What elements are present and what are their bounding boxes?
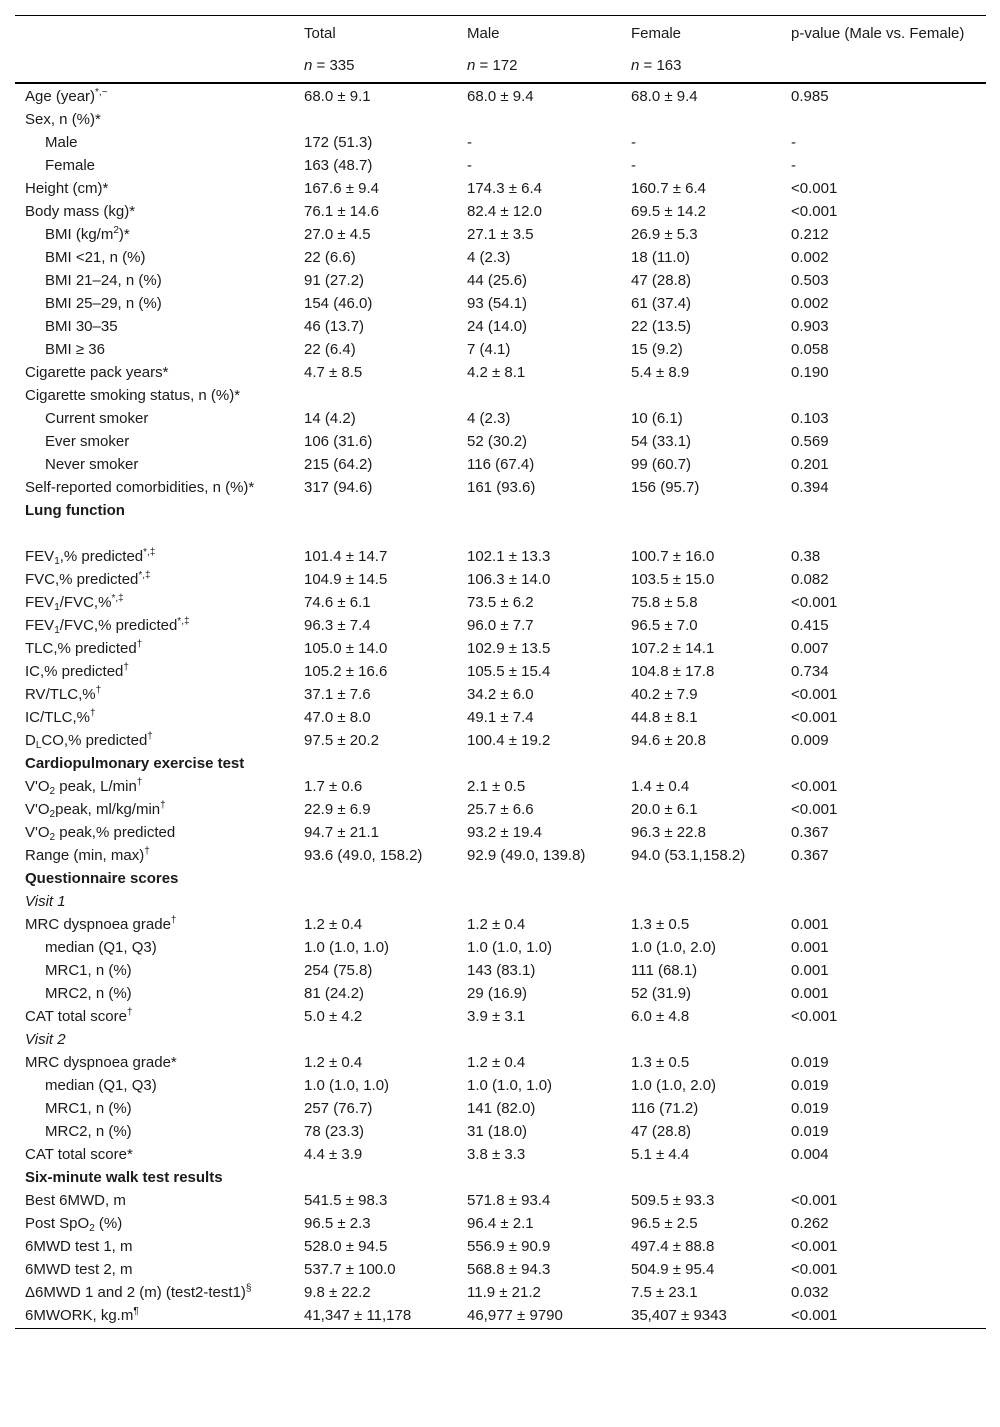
header-row	[15, 16, 986, 52]
table-row: Post SpO$_2$ (%) 96.5 ± 2.3 96.4 ± 2.1 96.5 ± 2.5 0.262	[25, 1215, 829, 1234]
table-row: MRC dyspnoea grade* 1.2 ± 0.4 1.2 ± 0.4 1.3 ± 0.5 0.019	[25, 1054, 829, 1071]
table-row: $FEV_1/FVC,\%$ predicted*,‡ 96.3 ± 7.4 96.0 ± 7.7 96.5 ± 7.0 0.415	[25, 616, 829, 636]
table-body	[15, 83, 986, 1329]
table-row: CAT total score† 5.0 ± 4.2 3.9 ± 3.1 6.0 ± 4.8 <0.001	[25, 1007, 838, 1025]
n-female: n = 163	[621, 51, 781, 83]
table-row: Body mass (kg)* 76.1 ± 14.6 82.4 ± 12.0 69.5 ± 14.2 <0.001	[25, 203, 838, 220]
table-row: Ever smoker 106 (31.6) 52 (30.2) 54 (33.1) 0.569	[45, 433, 829, 450]
subsection-header: Visit 2	[25, 1031, 66, 1048]
table-row: Range (min, max)† 93.6 (49.0, 158.2) 92.9 (49.0, 139.8) 94.0 (53.1,158.2) 0.367	[25, 846, 829, 864]
table-row: $V'O_2$ peak,% predicted 94.7 ± 21.1 93.2 ± 19.4 96.3 ± 22.8 0.367	[25, 824, 829, 843]
table-row: Never smoker 215 (64.2) 116 (67.4) 99 (60.7) 0.201	[45, 456, 829, 473]
table-row: BMI 21–24, n (%) 91 (27.2) 44 (25.6) 47 (28.8) 0.503	[45, 272, 829, 289]
table-row: $FEV_1/FVC,\%^{*,\ddagger}$ 74.6 ± 6.1 73.5 ± 6.2 75.8 ± 5.8 <0.001	[25, 593, 838, 613]
table-row: Sex, n (%)*	[25, 111, 101, 128]
header-male: Male	[457, 16, 621, 52]
characteristics-table	[15, 15, 986, 1329]
table-row: BMI ≥ 36 22 (6.4) 7 (4.1) 15 (9.2) 0.058	[45, 341, 829, 358]
table-row: BMI <21, n (%) 22 (6.6) 4 (2.3) 18 (11.0) 0.002	[45, 249, 829, 266]
table-row: IC/TLC,%† 47.0 ± 8.0 49.1 ± 7.4 44.8 ± 8.1 <0.001	[25, 708, 838, 726]
header-n-row	[15, 51, 986, 83]
table-row: $V'O_2peak$, ml/kg/min† 22.9 ± 6.9 25.7 ± 6.6 20.0 ± 6.1 <0.001	[25, 800, 838, 820]
table-row: Cigarette smoking status, n (%)*	[25, 387, 241, 404]
section-header: Six-minute walk test results	[25, 1169, 223, 1186]
table-row: MRC2, n (%) 81 (24.2) 29 (16.9) 52 (31.9) 0.001	[45, 985, 829, 1002]
table-row: Current smoker 14 (4.2) 4 (2.3) 10 (6.1) 0.103	[45, 410, 829, 427]
table-row: Δ6MWD 1 and 2 (m) (test2-test1)§ 9.8 ± 22.2 11.9 ± 21.2 7.5 ± 23.1 0.032	[25, 1283, 829, 1301]
table-row: median (Q1, Q3) 1.0 (1.0, 1.0) 1.0 (1.0, 1.0) 1.0 (1.0, 2.0) 0.019	[45, 1077, 829, 1094]
n-total: n = 335	[294, 51, 457, 83]
table-row: Male 172 (51.3) - - -	[45, 134, 796, 151]
table-row: median (Q1, Q3) 1.0 (1.0, 1.0) 1.0 (1.0, 1.0) 1.0 (1.0, 2.0) 0.001	[45, 939, 829, 956]
table-row: BMI 25–29, n (%) 154 (46.0) 93 (54.1) 61 (37.4) 0.002	[45, 295, 829, 312]
table-row: BMI $(kg/m^2)*$ 27.0 ± 4.5 27.1 ± 3.5 26.9 ± 5.3 0.212	[45, 225, 829, 243]
table-row: 6MWD test 1, m 528.0 ± 94.5 556.9 ± 90.9 497.4 ± 88.8 <0.001	[25, 1238, 838, 1255]
table-row: Age (year)*,~ 68.0 ± 9.1 68.0 ± 9.4 68.0 ± 9.4 0.985	[25, 87, 829, 105]
table-row: MRC1, n (%) 254 (75.8) 143 (83.1) 111 (68.1) 0.001	[45, 962, 829, 979]
table-row: BMI 30–35 46 (13.7) 24 (14.0) 22 (13.5) 0.903	[45, 318, 829, 335]
table-row: RV/TLC,%† 37.1 ± 7.6 34.2 ± 6.0 40.2 ± 7.9 <0.001	[25, 685, 838, 703]
table-row: $FEV_1,\%$ predicted*,‡ 101.4 ± 14.7 102.1 ± 13.3 100.7 ± 16.0 0.38	[25, 547, 821, 567]
header-female: Female	[621, 16, 781, 52]
header-total: Total	[294, 16, 457, 52]
section-header: Lung function	[25, 502, 125, 519]
table-row: MRC2, n (%) 78 (23.3) 31 (18.0) 47 (28.8) 0.019	[45, 1123, 829, 1140]
header-label	[15, 16, 294, 52]
table-row: Height (cm)* 167.6 ± 9.4 174.3 ± 6.4 160.7 ± 6.4 <0.001	[25, 180, 838, 197]
table-row: 6MWD test 2, m 537.7 ± 100.0 568.8 ± 94.3 504.9 ± 95.4 <0.001	[25, 1261, 838, 1278]
subsection-header: Visit 1	[25, 893, 66, 910]
table-row: FVC,% predicted*,‡ 104.9 ± 14.5 106.3 ± 14.0 103.5 ± 15.0 0.082	[25, 570, 829, 588]
table-row: 6MWORK, kg.m¶ 41,347 ± 11,178 46,977 ± 9790 35,407 ± 9343 <0.001	[15, 1304, 986, 1329]
section-header: Questionnaire scores	[25, 870, 179, 887]
table-header	[15, 16, 986, 84]
n-male: n = 172	[457, 51, 621, 83]
table-row: Self-reported comorbidities, n (%)* 317 (94.6) 161 (93.6) 156 (95.7) 0.394	[25, 479, 829, 496]
table-row: IC,% predicted† 105.2 ± 16.6 105.5 ± 15.4 104.8 ± 17.8 0.734	[25, 662, 829, 680]
table-row: Female 163 (48.7) - - -	[45, 157, 796, 174]
table-row: Cigarette pack years* 4.7 ± 8.5 4.2 ± 8.1 5.4 ± 8.9 0.190	[25, 364, 829, 381]
section-header: Cardiopulmonary exercise test	[25, 755, 245, 772]
table-row: $V'O_2$ peak, L/min† 1.7 ± 0.6 2.1 ± 0.5 1.4 ± 0.4 <0.001	[25, 777, 838, 797]
table-row: $D_LCO,\%$ predicted† 97.5 ± 20.2 100.4 ± 19.2 94.6 ± 20.8 0.009	[25, 731, 829, 751]
table-row: Best 6MWD, m 541.5 ± 98.3 571.8 ± 93.4 509.5 ± 93.3 <0.001	[25, 1192, 838, 1209]
table-row: CAT total score* 4.4 ± 3.9 3.8 ± 3.3 5.1 ± 4.4 0.004	[25, 1146, 829, 1163]
table-row: MRC dyspnoea grade† 1.2 ± 0.4 1.2 ± 0.4 1.3 ± 0.5 0.001	[25, 915, 829, 933]
header-p-value: p-value (Male vs. Female)	[781, 16, 986, 52]
table-row: TLC,% predicted† 105.0 ± 14.0 102.9 ± 13.5 107.2 ± 14.1 0.007	[25, 639, 829, 657]
table-row: MRC1, n (%) 257 (76.7) 141 (82.0) 116 (71.2) 0.019	[45, 1100, 829, 1117]
